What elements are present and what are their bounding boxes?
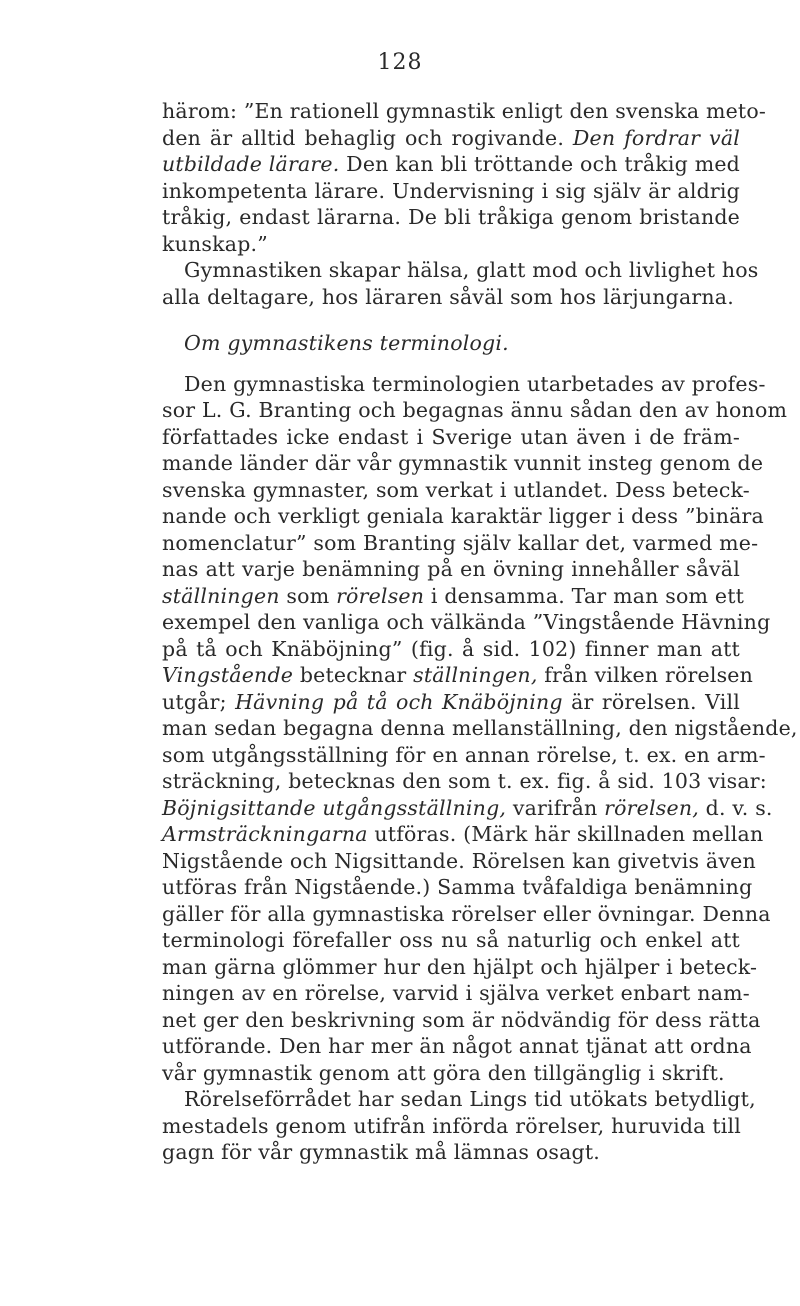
text-line: [162, 848, 756, 875]
text-line: [162, 257, 759, 284]
text-line: [162, 1060, 740, 1087]
text-line: [162, 821, 764, 848]
text-line: [162, 125, 740, 152]
text-segment: gagn för vår gymnastik må lämnas osagt.: [162, 1140, 600, 1164]
text-segment: sträckning, betecknas den som t. ex. fig. å sid. 103 visar:: [162, 769, 767, 793]
text-segment: man sedan begagna denna mellanställning, den nigstående,: [162, 716, 798, 740]
text-line: [162, 556, 740, 583]
text-segment: mande länder där vår gymnastik vunnit insteg genom de: [162, 451, 764, 475]
text-segment: som: [279, 583, 337, 608]
text-line: [162, 768, 767, 795]
text-segment: ningen av en rörelse, varvid i själva verket enbart nam-: [162, 981, 750, 1005]
text-segment: är rörelsen. Vill: [562, 689, 740, 714]
text-segment: som utgångsställning för en annan rörelse, t. ex. en arm-: [162, 742, 766, 767]
page-number: 128: [377, 50, 423, 75]
text-line: [162, 151, 740, 178]
italic-text: Om gymnastikens terminologi.: [184, 331, 509, 355]
text-segment: mestadels genom utifrån införda rörelser, huruvida till: [162, 1113, 742, 1138]
text-segment: i densamma. Tar man som ett: [424, 583, 745, 608]
text-segment: gäller för alla gymnastiska rörelser eller övningar. Denna: [162, 901, 771, 926]
italic-text: Hävning på tå och Knäböjning: [235, 689, 563, 714]
text-segment: utförande. Den har mer än något annat tjänat att ordna: [162, 1034, 752, 1058]
text-line: [162, 371, 766, 398]
text-line: [162, 583, 745, 610]
text-line: [162, 795, 773, 822]
text-segment: utgår;: [162, 689, 236, 714]
text-line: [162, 1113, 740, 1140]
text-line: [162, 1139, 740, 1166]
text-segment: man gärna glömmer hur den hjälpt och hjälper i beteck-: [162, 954, 758, 979]
text-line: [162, 1007, 761, 1034]
text-segment: net ger den beskrivning som är nödvändig för dess rätta: [162, 1007, 761, 1032]
text-segment: sor L. G. Branting och begagnas ännu sådan den av honom: [162, 398, 788, 422]
text-segment: d. v. s.: [698, 795, 773, 820]
body-text: [162, 98, 798, 1166]
text-segment: Den kan bli tröttande och tråkig med: [339, 152, 740, 176]
text-line: [162, 178, 740, 205]
text-segment: exempel den vanliga och välkända ”Vingstående Hävning: [162, 610, 771, 634]
section-heading: [162, 330, 740, 357]
text-line: [162, 477, 750, 504]
text-line: [162, 927, 740, 954]
text-segment: Den gymnastiska terminologien utarbetades av profes-: [184, 371, 766, 396]
italic-text: rörelsen,: [604, 795, 699, 820]
text-segment: Gymnastiken skapar hälsa, glatt mod och livlighet hos: [184, 258, 759, 282]
italic-text: Vingstående: [162, 663, 294, 687]
text-line: [162, 1033, 752, 1060]
text-segment: kunskap.”: [162, 231, 268, 256]
text-segment: Nigstående och Nigsittande. Rörelsen kan givetvis även: [162, 848, 756, 873]
text-segment: Rörelseförrådet har sedan Lings tid utökats betydligt,: [184, 1087, 756, 1111]
text-segment: varifrån: [506, 795, 605, 820]
text-segment: på tå och Knäböjning” (fig. å sid. 102) finner man att: [162, 636, 740, 661]
text-segment: svenska gymnaster, som verkat i utlandet. Dess beteck-: [162, 477, 750, 502]
italic-text: ställningen: [162, 583, 280, 608]
text-segment: härom: ”En rationell gymnastik enligt den svenska meto-: [162, 99, 767, 123]
text-line: [162, 689, 740, 716]
text-segment: terminologi förefaller oss nu så naturlig och enkel att: [162, 928, 740, 952]
text-line: [162, 530, 759, 557]
text-line: [162, 636, 740, 663]
text-segment: tråkig, endast lärarna. De bli tråkiga genom bristande: [162, 205, 740, 229]
italic-text: rörelsen: [336, 583, 425, 608]
text-line: [162, 874, 753, 901]
italic-text: Armsträckningarna: [162, 822, 368, 846]
text-line: [162, 742, 766, 769]
text-line: [162, 1086, 756, 1113]
text-segment: författades icke endast i Sverige utan även i de främ-: [162, 424, 740, 449]
text-segment: alla deltagare, hos läraren såväl som hos lärjungarna.: [162, 284, 734, 309]
text-segment: inkompetenta lärare. Undervisning i sig själv är aldrig: [162, 178, 740, 203]
text-line: [162, 503, 764, 530]
text-segment: från vilken rörelsen: [537, 663, 754, 687]
text-line: [162, 901, 771, 928]
text-line: [162, 284, 740, 311]
italic-text: utbildade lärare.: [162, 152, 340, 176]
text-line: [162, 397, 788, 424]
text-line: [162, 204, 740, 231]
text-line: [162, 954, 758, 981]
text-line: [162, 715, 798, 742]
text-segment: utföras. (Märk här skillnaden mellan: [367, 822, 764, 846]
text-line: [162, 424, 740, 451]
text-line: [162, 980, 750, 1007]
text-segment: den är alltid behaglig och rogivande.: [162, 125, 573, 150]
text-segment: utföras från Nigstående.) Samma tvåfaldiga benämning: [162, 875, 753, 899]
text-segment: betecknar: [293, 663, 414, 687]
italic-text: Böjnigsittande utgångsställning,: [162, 795, 507, 820]
italic-text: ställningen,: [413, 663, 538, 687]
text-line: [162, 231, 740, 258]
text-line: [162, 609, 771, 636]
text-segment: nomenclatur” som Branting själv kallar det, varmed me-: [162, 530, 759, 555]
text-line: [162, 98, 767, 125]
text-segment: nande och verkligt geniala karaktär ligger i dess ”binära: [162, 504, 764, 528]
text-line: [162, 662, 754, 689]
text-line: [162, 450, 764, 477]
italic-text: Den fordrar väl: [572, 125, 740, 150]
text-segment: vår gymnastik genom att göra den tillgänglig i skrift.: [162, 1060, 725, 1085]
text-segment: nas att varje benämning på en övning innehåller såväl: [162, 557, 740, 581]
